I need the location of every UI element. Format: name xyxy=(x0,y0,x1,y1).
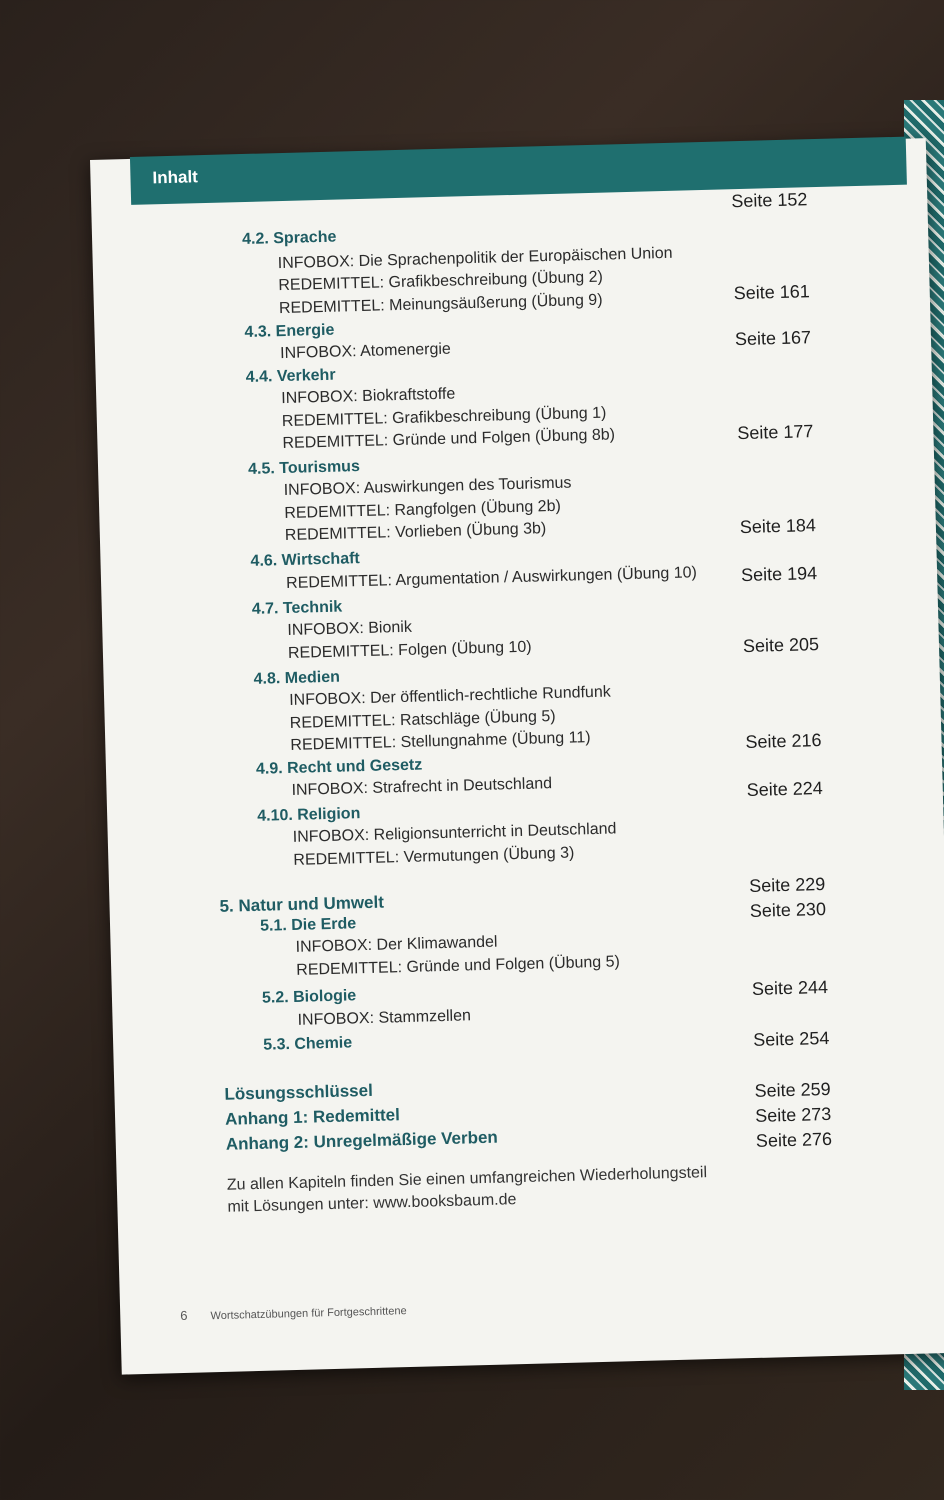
toc-section: 4.3. Energie xyxy=(244,321,335,342)
toc-subentry: REDEMITTEL: Gründe und Folgen (Übung 5) xyxy=(296,953,621,979)
toc-section: 4.10. Religion xyxy=(257,805,361,825)
toc-section: 4.4. Verkehr xyxy=(245,366,336,386)
toc-page-number: Seite 224 xyxy=(746,778,824,801)
toc-appendix: Lösungsschlüssel xyxy=(224,1080,374,1104)
toc-subentry: REDEMITTEL: Ratschläge (Übung 5) xyxy=(289,708,556,732)
toc-page-number: Seite 276 xyxy=(755,1128,833,1151)
toc-subentry: REDEMITTEL: Vermutungen (Übung 3) xyxy=(293,844,575,869)
toc-section: 4.5. Tourismus xyxy=(247,458,361,478)
toc-page-number: Seite 259 xyxy=(754,1078,831,1101)
toc-subentry: REDEMITTEL: Vorlieben (Übung 3b) xyxy=(284,520,547,545)
toc-appendix: Anhang 1: Redemittel xyxy=(224,1105,401,1129)
toc-subentry: REDEMITTEL: Stellungnahme (Übung 11) xyxy=(290,729,591,754)
toc-subentry: REDEMITTEL: Meinungsäußerung (Übung 9) xyxy=(278,291,603,318)
toc-page-number: Seite 161 xyxy=(733,281,811,304)
book-title: Wortschatzübungen für Fortgeschrittene xyxy=(210,1305,407,1323)
toc-page-number: Seite 205 xyxy=(742,634,820,657)
toc-subentry: INFOBOX: Auswirkungen des Tourismus xyxy=(283,474,572,500)
note xyxy=(227,1164,708,1217)
toc-subentry: INFOBOX: Die Sprachenpolitik der Europäischen Union xyxy=(277,244,673,273)
toc-page-number: Seite 167 xyxy=(734,327,812,350)
toc-subentry: INFOBOX: Religionsunterricht in Deutschland xyxy=(292,820,617,846)
toc-section: 5.1. Die Erde xyxy=(259,915,357,935)
toc-page-number: Seite 229 xyxy=(748,874,826,896)
toc-page-number: Seite 244 xyxy=(751,976,829,999)
toc-page-number: Seite 194 xyxy=(740,563,818,586)
toc-subentry: REDEMITTEL: Rangfolgen (Übung 2b) xyxy=(284,497,562,523)
toc-subentry: REDEMITTEL: Grafikbeschreibung (Übung 2) xyxy=(278,268,604,295)
toc-subentry: INFOBOX: Strafrecht in Deutschland xyxy=(291,775,553,799)
toc-section: 5. Natur und Umwelt xyxy=(219,892,385,916)
toc-page-number: Seite 230 xyxy=(749,898,827,921)
toc-subentry: INFOBOX: Der Klimawandel xyxy=(295,933,498,956)
toc-section: 5.3. Chemie xyxy=(263,1034,353,1054)
toc-section: 4.9. Recht und Gesetz xyxy=(255,756,423,778)
toc-page-number: Seite 273 xyxy=(754,1103,832,1126)
toc-section: 5.2. Biologie xyxy=(261,987,357,1007)
toc-page-number: Seite 216 xyxy=(745,730,822,753)
book-page xyxy=(90,138,944,1374)
toc-page-number: Seite 254 xyxy=(752,1027,830,1050)
toc-subentry: INFOBOX: Der öffentlich-rechtliche Rundfunk xyxy=(288,683,611,709)
toc-section: 4.8. Medien xyxy=(253,668,341,688)
toc-page-number: Seite 177 xyxy=(737,421,814,444)
toc-section: 4.7. Technik xyxy=(251,598,343,618)
toc-section: 4.2. Sprache xyxy=(241,228,337,249)
page-footer xyxy=(180,1302,407,1323)
toc-subentry: REDEMITTEL: Gründe und Folgen (Übung 8b) xyxy=(282,426,616,453)
toc-subentry: REDEMITTEL: Grafikbeschreibung (Übung 1) xyxy=(281,404,607,431)
toc-subentry: INFOBOX: Stammzellen xyxy=(297,1007,472,1029)
toc-page-number: Seite 184 xyxy=(739,515,817,538)
page-number: 6 xyxy=(180,1307,188,1324)
toc-section: 4.6. Wirtschaft xyxy=(250,550,360,570)
toc-subentry: INFOBOX: Bionik xyxy=(287,618,413,639)
toc-page-number: Seite 152 xyxy=(731,189,808,212)
toc-subentry: INFOBOX: Atomenergie xyxy=(279,340,452,363)
toc-subentry: REDEMITTEL: Argumentation / Auswirkungen (Übung 10) xyxy=(285,564,698,593)
toc-subentry: REDEMITTEL: Folgen (Übung 10) xyxy=(287,638,532,662)
toc-appendix: Anhang 2: Unregelmäßige Verben xyxy=(225,1127,499,1154)
note-line-1: Zu allen Kapiteln finden Sie einen umfangreichen Wiederholungsteil xyxy=(226,1164,708,1194)
page-title: Inhalt xyxy=(152,167,199,188)
note-line-2: mit Lösungen unter: www.booksbaum.de xyxy=(227,1191,517,1216)
toc-subentry: INFOBOX: Biokraftstoffe xyxy=(281,385,456,408)
